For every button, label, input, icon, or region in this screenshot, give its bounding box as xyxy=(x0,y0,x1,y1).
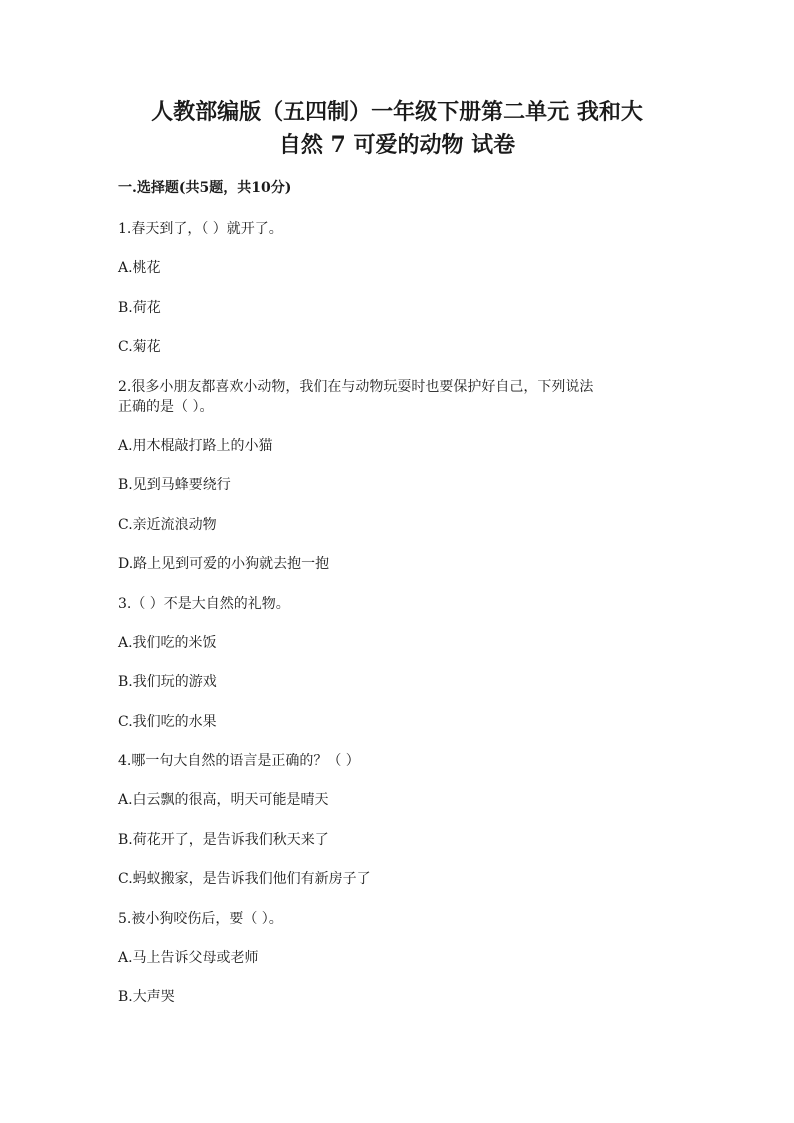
answer-option: B.我们玩的游戏 xyxy=(118,674,217,690)
question-stem xyxy=(118,594,678,614)
question-3 xyxy=(118,594,678,732)
question-2 xyxy=(118,377,678,575)
answer-option: A.用木棍敲打路上的小猫 xyxy=(118,437,273,454)
question-stem-line: 3.（ ）不是大自然的礼物。 xyxy=(118,595,290,612)
exam-content xyxy=(118,178,678,1027)
question-stem xyxy=(118,751,678,771)
question-5 xyxy=(118,909,678,1008)
question-stem xyxy=(118,377,678,417)
question-4 xyxy=(118,751,678,889)
question-stem-line: 2.很多小朋友都喜欢小动物，我们在与动物玩耍时也要保护好自己，下列说法 xyxy=(118,378,594,395)
answer-option: B.荷花 xyxy=(118,299,161,316)
answer-option: A.白云飘的很高，明天可能是晴天 xyxy=(118,792,329,808)
answer-option: C.蚂蚁搬家，是告诉我们他们有新房子了 xyxy=(118,871,371,887)
answer-option: C.亲近流浪动物 xyxy=(118,516,217,533)
answer-option: A.马上告诉父母或老师 xyxy=(118,949,259,966)
answer-option: A.我们吃的米饭 xyxy=(118,634,217,651)
question-stem xyxy=(118,219,678,239)
title-line-2: 自然 7 可爱的动物 试卷 xyxy=(278,132,516,158)
section-heading: 一.选择题(共5题，共10分) xyxy=(118,180,292,196)
question-stem-line: 4.哪一句大自然的语言是正确的？（ ） xyxy=(118,753,360,769)
question-1 xyxy=(118,219,678,357)
answer-option: A.桃花 xyxy=(118,260,161,276)
answer-option: B.见到马蜂要绕行 xyxy=(118,477,231,493)
question-stem-line: 正确的是（ ）。 xyxy=(118,398,214,415)
question-stem-line: 5.被小狗咬伤后，要（ ）。 xyxy=(118,910,283,927)
answer-option: B.荷花开了，是告诉我们秋天来了 xyxy=(118,831,329,848)
answer-option: B.大声哭 xyxy=(118,989,175,1005)
answer-option: D.路上见到可爱的小狗就去抱一抱 xyxy=(118,556,330,572)
answer-option: C.菊花 xyxy=(118,339,161,355)
question-stem xyxy=(118,909,678,929)
title-line-1: 人教部编版（五四制）一年级下册第二单元 我和大 xyxy=(151,99,643,125)
answer-option: C.我们吃的水果 xyxy=(118,713,217,730)
exam-title xyxy=(120,96,674,162)
question-stem-line: 1.春天到了，（ ）就开了。 xyxy=(118,221,283,237)
